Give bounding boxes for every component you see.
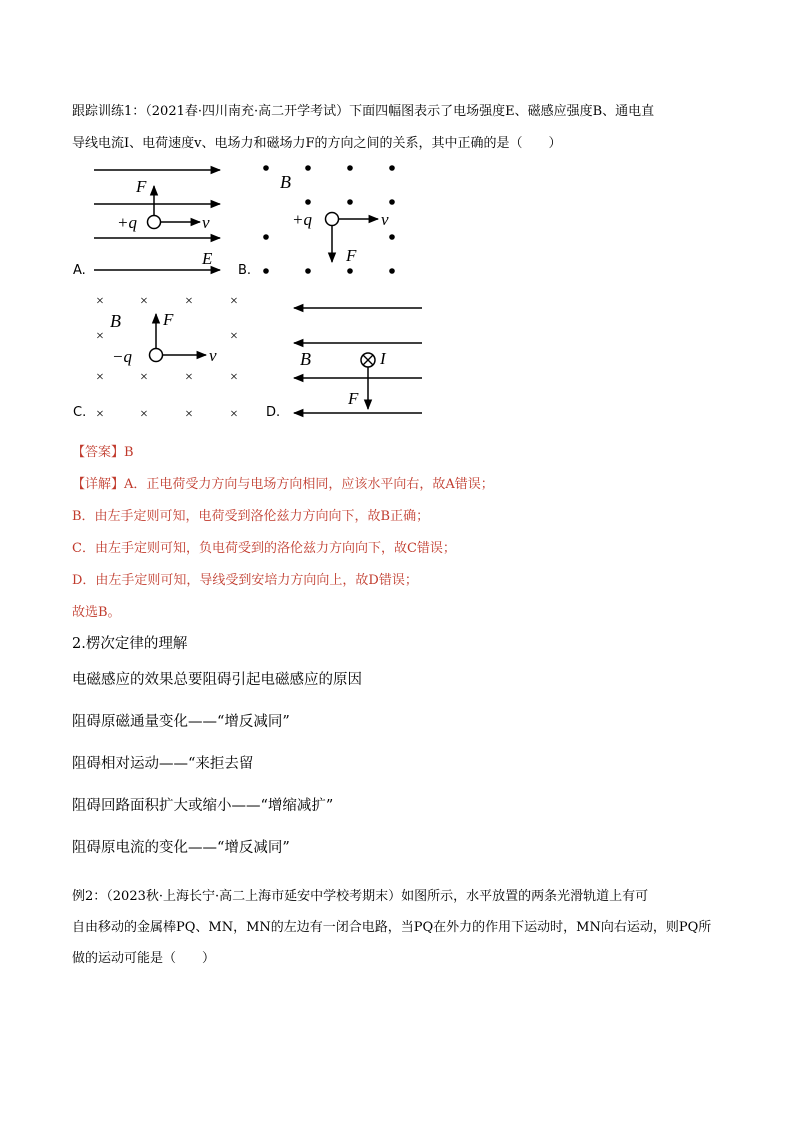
- option-c-label: C.: [73, 405, 87, 420]
- figure-b: [256, 158, 406, 278]
- example2-line3: 做的运动可能是（ ）: [72, 951, 216, 966]
- svg-text:×: ×: [96, 407, 104, 420]
- svg-text:×: ×: [185, 294, 193, 309]
- answer-tag: 【答案】: [72, 445, 125, 460]
- svg-text:×: ×: [96, 370, 104, 385]
- label-f: F: [136, 177, 147, 196]
- figure-a: [92, 162, 232, 278]
- svg-text:×: ×: [140, 407, 148, 420]
- option-a-label: A.: [73, 263, 86, 278]
- detail-line-d: D．由左手定则可知，导线受到安培力方向向上，故D错误；: [72, 573, 418, 588]
- section2-rule2: 阻碍相对运动——“来拒去留: [72, 756, 254, 772]
- svg-text:×: ×: [96, 329, 104, 344]
- label-f: F: [163, 310, 174, 329]
- svg-text:×: ×: [230, 329, 238, 344]
- answer-value: B: [124, 445, 134, 460]
- section2-rule3: 阻碍回路面积扩大或缩小——“增缩减扩”: [72, 798, 334, 814]
- label-q: +q: [117, 213, 137, 232]
- option-d-label: D.: [266, 405, 281, 420]
- label-b: B: [300, 349, 311, 369]
- detail-a-text: A．正电荷受力方向与电场方向相同，应该水平向右，故A错误；: [124, 477, 494, 492]
- svg-text:×: ×: [185, 407, 193, 420]
- section2-heading: 2.楞次定律的理解: [72, 636, 188, 652]
- svg-text:×: ×: [230, 370, 238, 385]
- question1-line1: 跟踪训练1：（2021春·四川南充·高二开学考试）下面四幅图表示了电场强度E、磁感应强度B、通电直: [72, 104, 655, 119]
- label-b: B: [280, 172, 291, 192]
- section2-intro: 电磁感应的效果总要阻碍引起电磁感应的原因: [72, 672, 362, 688]
- label-q: −q: [112, 347, 132, 366]
- charge-circle: [150, 349, 163, 362]
- label-i: I: [380, 349, 386, 368]
- detail-tag: 【详解】: [72, 477, 125, 492]
- detail-line-c: C．由左手定则可知，负电荷受到的洛伦兹力方向向下，故C错误；: [72, 541, 456, 556]
- detail-line-b: B．由左手定则可知，电荷受到洛伦兹力方向向下，故B正确；: [72, 509, 430, 524]
- label-v: v: [202, 213, 210, 232]
- answer-line: [72, 441, 134, 460]
- label-b: B: [110, 311, 121, 331]
- charge-circle: [148, 216, 161, 229]
- example2-line2: 自由移动的金属棒PQ、MN，MN的左边有一闭合电路，当PQ在外力的作用下运动时，MN向右运动，则PQ所: [72, 920, 712, 935]
- section2-rule1: 阻碍原磁通量变化——“增反减同”: [72, 714, 290, 730]
- svg-text:×: ×: [185, 370, 193, 385]
- svg-text:×: ×: [140, 294, 148, 309]
- figure-d: [288, 298, 428, 420]
- label-f: F: [346, 246, 357, 265]
- label-v: v: [209, 346, 217, 365]
- label-v: v: [381, 210, 389, 229]
- detail-line-a: [72, 473, 494, 492]
- section2-rule4: 阻碍原电流的变化——“增反减同”: [72, 840, 290, 856]
- current-into-page-symbol: [361, 353, 375, 367]
- label-f: F: [348, 389, 359, 408]
- figure-c: [92, 290, 244, 420]
- svg-text:×: ×: [230, 407, 238, 420]
- svg-text:×: ×: [96, 294, 104, 309]
- svg-text:×: ×: [140, 370, 148, 385]
- svg-text:×: ×: [230, 294, 238, 309]
- detail-conclusion: 故选B。: [72, 605, 121, 620]
- charge-circle: [326, 213, 339, 226]
- example2-line1: 例2：（2023秋·上海长宁·高二上海市延安中学校考期末）如图所示，水平放置的两条光滑轨道上有可: [72, 889, 649, 904]
- option-b-label: B.: [238, 263, 252, 278]
- label-e: E: [202, 249, 213, 268]
- question1-line2: 导线电流I、电荷速度v、电场力和磁场力F的方向之间的关系，其中正确的是（ ）: [72, 136, 562, 151]
- label-q: +q: [292, 210, 312, 229]
